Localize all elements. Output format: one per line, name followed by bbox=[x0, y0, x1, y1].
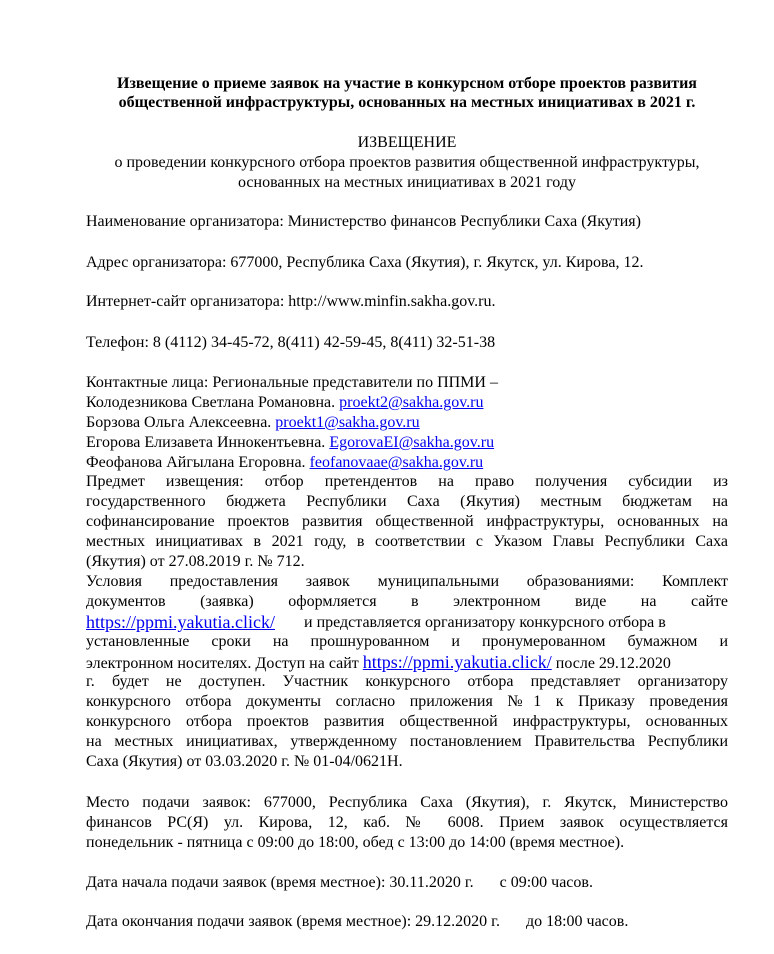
organizer-name: Наименование организатора: Министерство финансов Республики Саха (Якутия) bbox=[86, 213, 641, 230]
conditions-line-rest: и представляется организатору конкурсного отбора в bbox=[304, 614, 666, 631]
subject-line: местных инициативах в 2021 году, в соответствии с Указом Главы Республики Саха bbox=[86, 533, 728, 550]
place-paragraph bbox=[86, 793, 728, 833]
notice-subtitle-line2: основанных на местных инициативах в 2021 году bbox=[238, 174, 576, 191]
contacts-intro: Контактные лица: Региональные представители по ППМИ – bbox=[86, 374, 498, 391]
contact-email-link[interactable]: feofanovaae@sakha.gov.ru bbox=[309, 454, 484, 471]
contact-name: Егорова Елизавета Иннокентьевна. bbox=[86, 434, 326, 451]
contact-person bbox=[86, 413, 420, 433]
conditions-text: электронном носителях. Доступ на сайт bbox=[86, 655, 359, 672]
conditions-line: документов (заявка) оформляется в электронном виде на сайте bbox=[86, 593, 728, 610]
contact-name: Колодезникова Светлана Романовна. bbox=[86, 394, 336, 411]
notice-title: ИЗВЕЩЕНИЕ bbox=[357, 134, 457, 151]
notice-subtitle-line1: о проведении конкурсного отбора проектов развития общественной инфраструктуры, bbox=[114, 154, 700, 171]
subject-line-last: (Якутия) от 27.08.2019 г. № 712. bbox=[86, 553, 305, 570]
end-date-time: до 18:00 часов. bbox=[525, 913, 629, 930]
place-line: Место подачи заявок: 677000, Республика Саха (Якутия), г. Якутск, Министерство bbox=[86, 794, 728, 811]
conditions-text: после 29.12.2020 bbox=[555, 655, 671, 672]
document-heading-line1: Извещение о приеме заявок на участие в конкурсном отборе проектов развития bbox=[117, 75, 697, 92]
conditions-line: конкурсного отбора проектов развития общественной инфраструктуры, основанных bbox=[86, 713, 728, 730]
conditions-line bbox=[86, 652, 671, 674]
conditions-line: г. будет не доступен. Участник конкурсного отбора представляет организатору bbox=[86, 673, 728, 690]
contact-name: Феофанова Айгылана Егоровна. bbox=[86, 454, 306, 471]
contact-person bbox=[86, 433, 494, 453]
conditions-line: установленные сроки на прошнурованном и пронумерованном бумажном и bbox=[86, 633, 728, 650]
conditions-paragraph bbox=[86, 672, 728, 752]
contact-name: Борзова Ольга Алексеевна. bbox=[86, 414, 272, 431]
end-date-label: Дата окончания подачи заявок (время местное): 29.12.2020 г. bbox=[86, 913, 500, 930]
end-date bbox=[86, 912, 628, 932]
start-date-label: Дата начала подачи заявок (время местное): 30.11.2020 г. bbox=[86, 874, 474, 891]
contact-person bbox=[86, 453, 483, 473]
conditions-paragraph bbox=[86, 632, 728, 652]
subject-line: Предмет извещения: отбор претендентов на право получения субсидии из bbox=[86, 473, 728, 490]
contact-email-link[interactable]: proekt1@sakha.gov.ru bbox=[275, 414, 420, 431]
ppmi-site-link[interactable]: https://ppmi.yakutia.click/ bbox=[362, 652, 552, 672]
conditions-line: конкурсного отбора документы согласно приложения №1 к Приказу проведения bbox=[86, 693, 728, 710]
start-date bbox=[86, 873, 593, 893]
conditions-line bbox=[86, 612, 275, 632]
conditions-paragraph bbox=[86, 572, 728, 612]
start-date-time: с 09:00 часов. bbox=[499, 874, 593, 891]
document-heading-line2: общественной инфраструктуры, основанных на местных инициативах в 2021 г. bbox=[118, 94, 696, 111]
organizer-address: Адрес организатора: 677000, Республика Саха (Якутия), г. Якутск, ул. Кирова, 12. bbox=[86, 254, 644, 271]
subject-paragraph bbox=[86, 472, 728, 552]
subject-line: софинансирование проектов развития общественной инфраструктуры, основанных на bbox=[86, 513, 728, 530]
conditions-line: на местных инициативах, утвержденному постановлением Правительства Республики bbox=[86, 733, 728, 750]
place-line-last: понедельник - пятница с 09:00 до 18:00, обед с 13:00 до 14:00 (время местное). bbox=[86, 834, 625, 851]
ppmi-site-link[interactable]: https://ppmi.yakutia.click/ bbox=[86, 612, 275, 632]
contact-email-link[interactable]: proekt2@sakha.gov.ru bbox=[339, 394, 484, 411]
conditions-line-last: Саха (Якутия) от 03.03.2020 г. № 01-04/0621Н. bbox=[86, 753, 403, 770]
subject-line: государственного бюджета Республики Саха (Якутия) местным бюджетам на bbox=[86, 493, 728, 510]
contact-email-link[interactable]: EgorovaEI@sakha.gov.ru bbox=[329, 434, 495, 451]
place-line: финансов РС(Я) ул. Кирова, 12, каб. № 6008. Прием заявок осуществляется bbox=[86, 814, 728, 831]
contact-person bbox=[86, 393, 483, 413]
organizer-phone: Телефон: 8 (4112) 34-45-72, 8(411) 42-59-45, 8(411) 32-51-38 bbox=[86, 334, 496, 351]
conditions-line: Условия предоставления заявок муниципальными образованиями: Комплект bbox=[86, 573, 728, 590]
organizer-website: Интернет-сайт организатора: http://www.minfin.sakha.gov.ru. bbox=[86, 293, 496, 310]
